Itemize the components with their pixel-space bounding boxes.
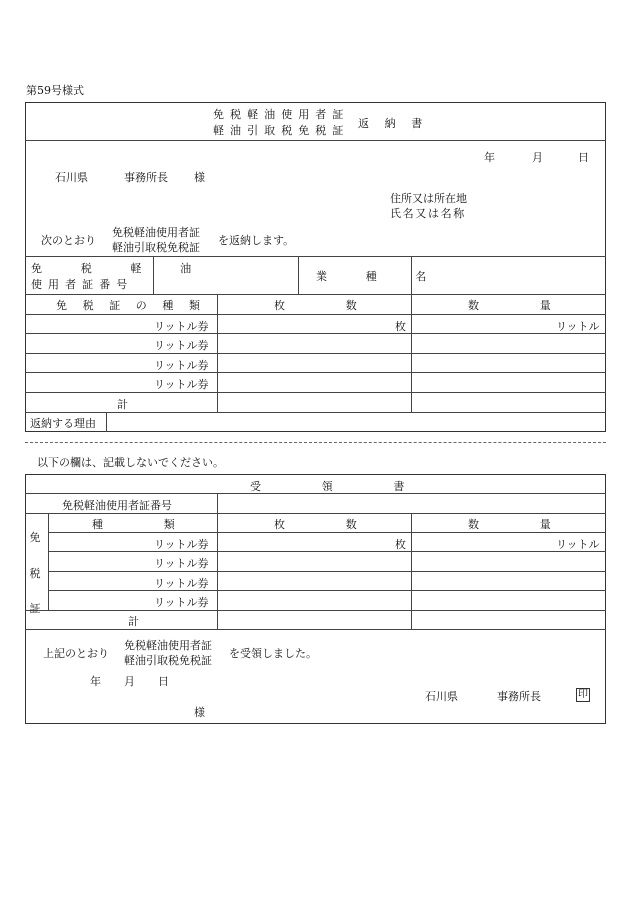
addressee-sama: 様	[194, 171, 205, 184]
receipt-count-unit: 枚	[395, 538, 406, 551]
return-date-day: 日	[578, 151, 589, 164]
receipt-date-day: 日	[158, 675, 169, 688]
receipt-cert-number-label: 免税軽油使用者証番号	[62, 499, 172, 512]
address-label: 住所又は所在地	[390, 192, 467, 205]
return-title-line2: 軽油引取税免税証	[213, 124, 350, 137]
return-statement-prefix: 次のとおり	[41, 234, 96, 247]
side-label-char: 免	[29, 531, 41, 544]
cert-number-label-line1: 免 税 軽 油	[31, 262, 209, 275]
receipt-date-year: 年	[90, 675, 101, 688]
issuer-office: 事務所長	[497, 690, 541, 703]
receipt-statement-prefix: 上記のとおり	[43, 647, 109, 660]
return-statement-item1: 免税軽油使用者証	[112, 226, 200, 239]
notice-text: 以下の欄は、記載しないでください。	[37, 456, 224, 469]
col-header-count: 枚 数	[274, 299, 386, 312]
receipt-date-month: 月	[124, 675, 135, 688]
receipt-col-header-count: 枚 数	[274, 518, 386, 531]
receipt-statement-suffix: を受領しました。	[229, 647, 317, 660]
receipt-col-header-kind: 種 類	[92, 518, 204, 531]
quantity-unit: リットル	[556, 320, 600, 333]
receipt-statement-item1: 免税軽油使用者証	[124, 639, 212, 652]
addressee-prefecture: 石川県	[55, 171, 88, 184]
col-header-quantity: 数 量	[468, 299, 580, 312]
side-label-char: 税	[29, 567, 41, 580]
issuer-prefecture: 石川県	[425, 690, 458, 703]
receipt-quantity-unit: リットル	[556, 538, 600, 551]
receipt-table-row-kind: リットル券	[154, 596, 209, 609]
receipt-table-row-kind: リットル券	[154, 577, 209, 590]
receipt-total-label: 計	[128, 615, 139, 628]
return-date-month: 月	[532, 151, 543, 164]
cert-number-label-line2: 使用者証番号	[31, 278, 134, 291]
col-header-kind: 免 税 証 の 種 類	[56, 299, 207, 312]
table-row-kind: リットル券	[154, 320, 209, 333]
total-label: 計	[117, 398, 128, 411]
side-label-char: 証	[29, 602, 41, 615]
receipt-statement-item2: 軽油引取税免税証	[124, 654, 212, 667]
form-number: 第59号様式	[26, 84, 84, 97]
business-type-label: 業 種 名	[316, 270, 444, 283]
count-unit: 枚	[395, 320, 406, 333]
table-row-kind: リットル券	[154, 359, 209, 372]
return-statement-item2: 軽油引取税免税証	[112, 241, 200, 254]
table-row-kind: リットル券	[154, 378, 209, 391]
receipt-title: 受 領 書	[250, 480, 433, 493]
receipt-col-header-quantity: 数 量	[468, 518, 580, 531]
return-title-suffix: 返 納 書	[358, 117, 429, 130]
table-row-kind: リットル券	[154, 339, 209, 352]
receipt-table-row-kind: リットル券	[154, 538, 209, 551]
return-statement-suffix: を返納します。	[218, 234, 295, 247]
seal-stamp: 印	[578, 689, 588, 700]
name-label: 氏名又は名称	[390, 207, 466, 220]
addressee-office: 事務所長	[124, 171, 168, 184]
return-title-line1: 免税軽油使用者証	[213, 108, 350, 121]
return-date-year: 年	[484, 151, 495, 164]
receipt-table-row-kind: リットル券	[154, 557, 209, 570]
separator-line	[25, 442, 606, 443]
recipient-sama: 様	[194, 706, 205, 719]
reason-label: 返納する理由	[30, 417, 96, 430]
